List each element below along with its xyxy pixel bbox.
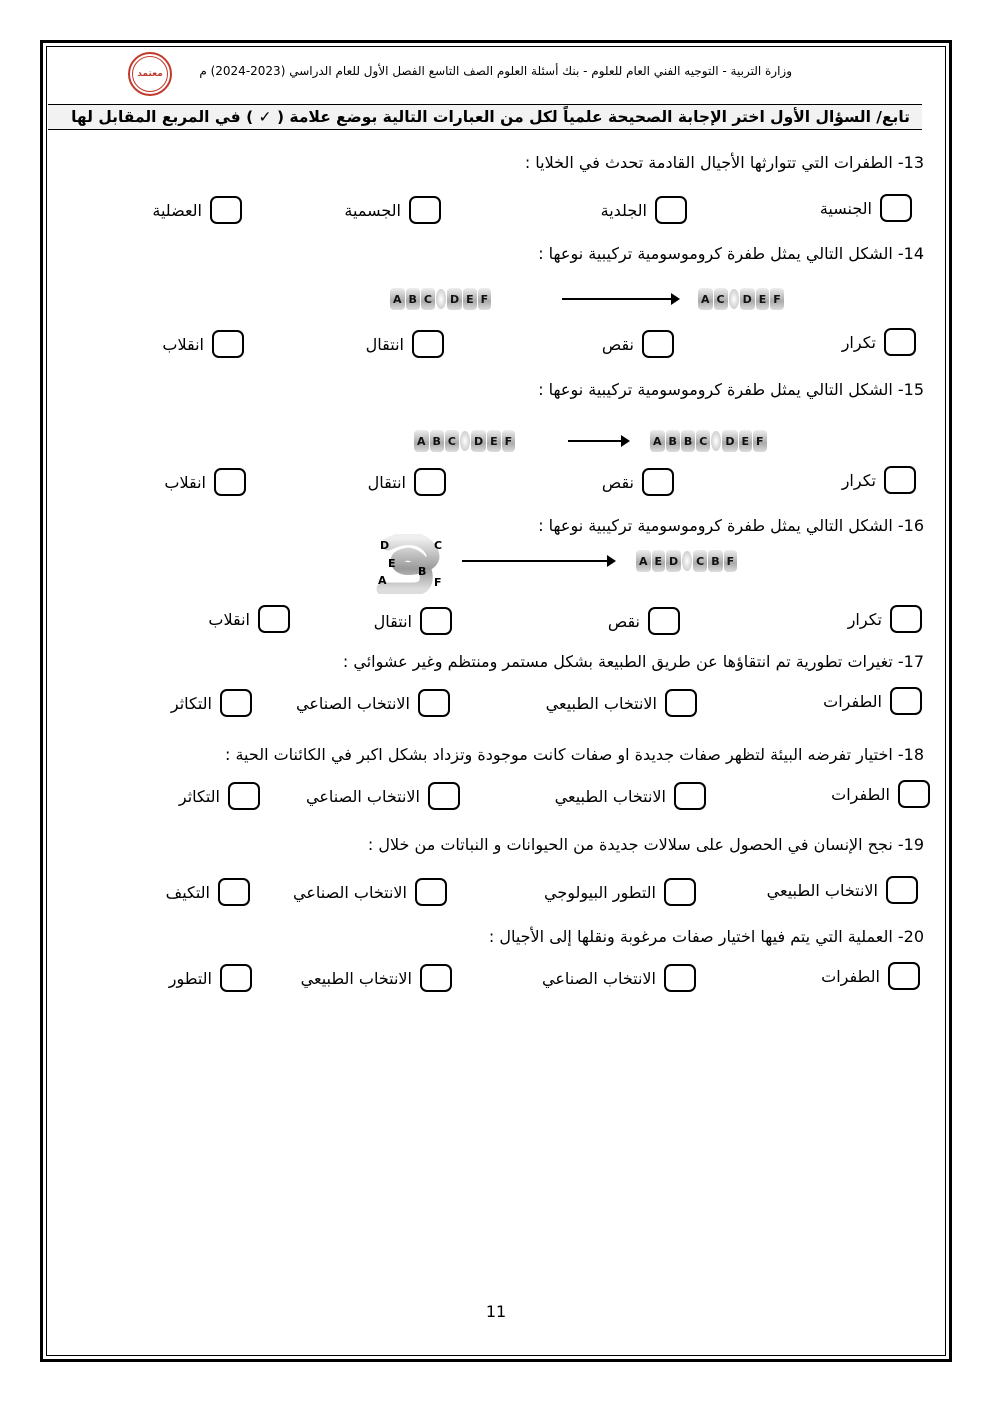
q16-chromosome-after [636, 550, 738, 572]
checkbox[interactable] [418, 689, 450, 717]
checkbox[interactable] [898, 780, 930, 808]
loop-label-c: C [434, 539, 443, 552]
question-13: 13- الطفرات التي تتوارثها الأجيال القادمة تحدث في الخلايا : [524, 153, 924, 172]
question-instruction: تابع/ السؤال الأول اختر الإجابة الصحيحة علمياً لكل من العبارات التالية بوضع علامة ( ✓ ) في المربع المقابل لها [48, 104, 922, 130]
question-16: 16- الشكل التالي يمثل طفرة كروموسومية تركيبية نوعها : [538, 516, 924, 535]
gene-d: D [666, 550, 681, 572]
header-title: وزارة التربية - التوجيه الفني العام للعلوم - بنك أسئلة العلوم الصف التاسع الفصل الأول للعام الدراسي (2023-2024) م [199, 64, 792, 78]
q13-option-2[interactable]: الجلدية [601, 196, 687, 224]
q13-option-1[interactable]: الجنسية [820, 194, 912, 222]
gene-b: B [681, 430, 695, 452]
loop-label-f: F [434, 576, 442, 589]
checkbox[interactable] [880, 194, 912, 222]
checkbox[interactable] [655, 196, 687, 224]
centromere [436, 289, 446, 309]
q19-option-4[interactable]: التكيف [166, 878, 250, 906]
checkbox[interactable] [412, 330, 444, 358]
checkbox[interactable] [428, 782, 460, 810]
centromere [729, 289, 739, 309]
gene-b: B [666, 430, 680, 452]
q18-option-1[interactable]: الطفرات [831, 780, 930, 808]
q20-option-2[interactable]: الانتخاب الصناعي [542, 964, 696, 992]
q14-option-3[interactable]: انتقال [366, 330, 444, 358]
q17-option-1[interactable]: الطفرات [823, 687, 922, 715]
checkbox[interactable] [415, 878, 447, 906]
q15-option-2[interactable]: نقص [602, 468, 674, 496]
checkbox[interactable] [888, 962, 920, 990]
centromere [682, 551, 692, 571]
page-number: 11 [485, 1302, 507, 1321]
q20-option-1[interactable]: الطفرات [821, 962, 920, 990]
question-14: 14- الشكل التالي يمثل طفرة كروموسومية تركيبية نوعها : [538, 244, 924, 263]
checkbox[interactable] [890, 687, 922, 715]
q16-option-3[interactable]: انتقال [374, 607, 452, 635]
q13-option-4[interactable]: العضلية [152, 196, 242, 224]
gene-b: B [708, 550, 722, 572]
q17-option-4[interactable]: التكاثر [171, 689, 252, 717]
gene-c: C [693, 550, 707, 572]
checkbox[interactable] [665, 689, 697, 717]
checkbox[interactable] [642, 468, 674, 496]
checkbox[interactable] [648, 607, 680, 635]
checkbox[interactable] [228, 782, 260, 810]
q18-option-3[interactable]: الانتخاب الصناعي [306, 782, 460, 810]
gene-d: D [722, 430, 737, 452]
gene-e: E [756, 288, 770, 310]
q17-option-3[interactable]: الانتخاب الصناعي [296, 689, 450, 717]
q15-option-3[interactable]: انتقال [368, 468, 446, 496]
gene-d: D [471, 430, 486, 452]
q14-arrow-icon [562, 298, 678, 300]
q18-option-4[interactable]: التكاثر [179, 782, 260, 810]
q19-option-1[interactable]: الانتخاب الطبيعي [767, 876, 918, 904]
checkbox[interactable] [420, 964, 452, 992]
gene-a: A [636, 550, 651, 572]
checkbox[interactable] [674, 782, 706, 810]
loop-label-e: E [388, 557, 396, 570]
gene-d: D [740, 288, 755, 310]
centromere [460, 431, 470, 451]
checkbox[interactable] [664, 964, 696, 992]
gene-f: F [478, 288, 492, 310]
gene-d: D [447, 288, 462, 310]
question-18: 18- اختيار تفرضه البيئة لتظهر صفات جديدة او صفات كانت موجودة وتزداد بشكل اكبر في الكائنات الحية : [224, 745, 924, 764]
checkbox[interactable] [890, 605, 922, 633]
gene-a: A [414, 430, 429, 452]
gene-e: E [487, 430, 501, 452]
checkbox[interactable] [218, 878, 250, 906]
q20-option-4[interactable]: التطور [169, 964, 252, 992]
checkbox[interactable] [258, 605, 290, 633]
q19-option-2[interactable]: التطور البيولوجي [544, 878, 696, 906]
q19-option-3[interactable]: الانتخاب الصناعي [293, 878, 447, 906]
approval-seal-icon [128, 52, 172, 96]
q17-option-2[interactable]: الانتخاب الطبيعي [546, 689, 697, 717]
checkbox[interactable] [409, 196, 441, 224]
q15-arrow-icon [568, 440, 628, 442]
q16-option-2[interactable]: نقص [608, 607, 680, 635]
q16-option-1[interactable]: تكرار [848, 605, 922, 633]
gene-e: E [652, 550, 666, 572]
checkbox[interactable] [664, 878, 696, 906]
q14-option-2[interactable]: نقص [602, 330, 674, 358]
checkbox[interactable] [214, 468, 246, 496]
q15-option-1[interactable]: تكرار [842, 466, 916, 494]
question-20: 20- العملية التي يتم فيها اختيار صفات مرغوبة ونقلها إلى الأجيال : [488, 927, 924, 946]
loop-label-a: A [378, 574, 387, 587]
q16-option-4[interactable]: انقلاب [208, 605, 290, 633]
gene-a: A [698, 288, 713, 310]
gene-e: E [463, 288, 477, 310]
q16-chromosome-loop [368, 534, 458, 594]
checkbox[interactable] [212, 330, 244, 358]
gene-b: B [406, 288, 420, 310]
checkbox[interactable] [420, 607, 452, 635]
question-19: 19- نجح الإنسان في الحصول على سلالات جديدة من الحيوانات و النباتات من خلال : [367, 835, 924, 854]
q20-option-3[interactable]: الانتخاب الطبيعي [301, 964, 452, 992]
q14-chromosome-after [698, 288, 785, 310]
checkbox[interactable] [220, 689, 252, 717]
gene-f: F [770, 288, 784, 310]
loop-label-d: D [380, 539, 390, 552]
q15-chromosome-after [650, 430, 768, 452]
q13-option-3[interactable]: الجسمية [344, 196, 441, 224]
gene-c: C [445, 430, 459, 452]
checkbox[interactable] [884, 466, 916, 494]
checkbox[interactable] [886, 876, 918, 904]
q16-arrow-icon [462, 560, 614, 562]
checkbox[interactable] [642, 330, 674, 358]
q15-chromosome-before [414, 430, 516, 452]
gene-e: E [739, 430, 753, 452]
checkbox[interactable] [884, 328, 916, 356]
q14-chromosome-before [390, 288, 492, 310]
centromere [711, 431, 721, 451]
question-17: 17- تغيرات تطورية تم انتقاؤها عن طريق الطبيعة بشكل مستمر ومنتظم وغير عشوائي : [342, 652, 924, 671]
q14-option-4[interactable]: انقلاب [162, 330, 244, 358]
checkbox[interactable] [220, 964, 252, 992]
gene-c: C [696, 430, 710, 452]
gene-f: F [724, 550, 738, 572]
gene-c: C [421, 288, 435, 310]
gene-a: A [390, 288, 405, 310]
q18-option-2[interactable]: الانتخاب الطبيعي [555, 782, 706, 810]
seal-label: معتمد [132, 56, 168, 92]
q15-option-4[interactable]: انقلاب [164, 468, 246, 496]
gene-c: C [714, 288, 728, 310]
loop-label-b: B [418, 565, 427, 578]
gene-f: F [753, 430, 767, 452]
question-15: 15- الشكل التالي يمثل طفرة كروموسومية تركيبية نوعها : [538, 380, 924, 399]
gene-a: A [650, 430, 665, 452]
checkbox[interactable] [210, 196, 242, 224]
checkbox[interactable] [414, 468, 446, 496]
q14-option-1[interactable]: تكرار [842, 328, 916, 356]
gene-b: B [430, 430, 444, 452]
gene-f: F [502, 430, 516, 452]
